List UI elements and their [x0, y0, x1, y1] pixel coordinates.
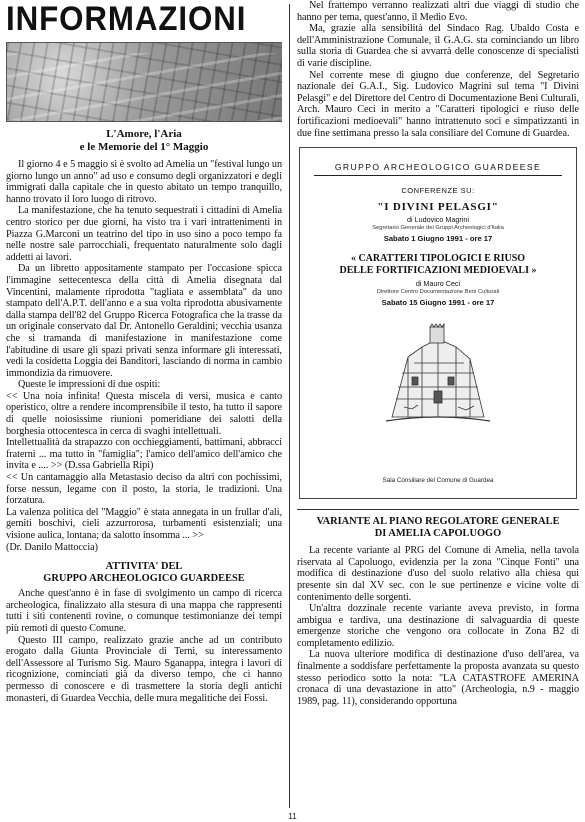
- article-title-line: ATTIVITA' DEL: [105, 561, 183, 573]
- section-divider: [297, 509, 579, 510]
- paragraph: Un'altra dozzinale recente variante aveva previsto, in forma ambigua e tardiva, una destinazione di salvaguardia di queste emergenze storiche che vengono ora collocate in Zona B2 di completamento edilizio.: [297, 603, 579, 649]
- column-divider: [289, 4, 290, 808]
- article-title-line: GRUPPO ARCHEOLOGICO GUARDEESE: [43, 572, 245, 584]
- poster-divider: [314, 175, 562, 176]
- talk2-date: Sabato 15 Giugno 1991 - ore 17: [381, 298, 495, 308]
- conference-poster: [299, 147, 577, 499]
- castle-sketch-illustration: [378, 317, 498, 427]
- quote-paragraph: La valenza politica del "Maggio" è stata annegata in un frullar d'ali, gemiti boschivi, cieli azzurrorosa, turbamenti esistenziali; una visione aulica, lontana; da salotto insomma ... >>: [6, 506, 282, 541]
- article-title-amore: [6, 128, 282, 153]
- article-title-line: e le Memorie del 1° Maggio: [79, 140, 209, 153]
- poster-venue: Sala Consiliare del Comune di Guardea: [382, 477, 494, 485]
- stone-texture: [7, 53, 282, 121]
- paragraph: Nel frattempo verranno realizzati altri due viaggi di studio che hanno per tema, quest'anno, il Medio Evo.: [297, 0, 579, 23]
- talk2-speaker: di Mauro Ceci: [415, 279, 461, 289]
- masthead: INFORMAZIONI: [6, 0, 247, 38]
- paragraph: La manifestazione, che ha tenuto sequestrati i cittadini di Amelia centro storico per due giorni, ha visto tra i vari intrattenimenti in Piazza G.Marconi un teatrino del tipo in uso sino a poco tempo fa nelle nostre sale parrocchiali, frequentato naturalmente solo dagli addetti ai lavori.: [6, 205, 282, 263]
- paragraph: La nuova ulteriore modifica di destinazione d'uso dell'area, va finalmente a soddisfare perfettamente la proposta avanzata su questo stesso periodico sotto la nota: "LA CATASTROFE AMERINA cronaca di una devastazione in atto" (Archeologia, n.9 - maggio 1989, pag. 11), considerando opportuna: [297, 649, 579, 707]
- article-title-line: L'Amore, l'Aria: [106, 128, 182, 140]
- talk2-title: [300, 253, 576, 277]
- talk2-role: Direttore Centro Documentazione Beni Culturali: [376, 289, 500, 296]
- quote-paragraph: << Un cantamaggio alla Metastasio deciso da altri con pochissimi, forse nessun, legame con il posto, la storia, le tradizioni. Una forzatura.: [6, 472, 282, 507]
- talk1-speaker: di Ludovico Magrini: [407, 215, 469, 225]
- paragraph: La recente variante al PRG del Comune di Amelia, nella tavola riservata al Capoluogo, evidenzia per la zona "Cinque Fonti" una modifica di destinazione d'uso del suolo relativo alla chiesa qui presente sin dal XV sec. con le sue pertinenze e vicine volte di contenimento delle sorgenti.: [297, 545, 579, 603]
- talk1-title: "I DIVINI PELASGI": [377, 201, 499, 214]
- paragraph: Queste le impressioni di due ospiti:: [18, 379, 161, 391]
- article-title-variante: [297, 516, 579, 539]
- talk1-role: Segretario Generale dei Gruppi Archeologici d'Italia: [372, 225, 504, 232]
- paragraph: Questo III campo, realizzato grazie anche ad un contributo erogato dalla Giunta Provinciale di Terni, su interessamento dell'Assessore al Turismo Sig. Mauro Sganappa, integra i lavori di ricognizione, cominciati già da diverso tempo, che ci hanno permesso di conoscere e di trasmettere la storia degli antichi monasteri, di Guardea Vecchia, delle mura megalitiche dei Fossi.: [6, 634, 282, 704]
- talk2-title-line: « CARATTERI TIPOLOGICI E RIUSO: [350, 253, 526, 265]
- article-title-line: VARIANTE AL PIANO REGOLATORE GENERALE: [316, 516, 560, 528]
- quote-paragraph: Intellettualità da strapazzo con occhieggiamenti, battimani, abbracci fraterni ... ma tutto in "famiglia"; l'amico dell'amico dell'amico che invita e .... >> (D.ssa Gabriella Ripi): [6, 437, 282, 472]
- poster-org: GRUPPO ARCHEOLOGICO GUARDEESE: [334, 162, 542, 173]
- poster-conferences-label: CONFERENZE SU:: [401, 186, 475, 196]
- castle-sketch-svg: [378, 317, 498, 427]
- quote-paragraph: << Una noia infinita! Questa miscela di versi, musica e canto operistico, oltre a rendere incomprensibile il testo, ha tutto il sapore di quelle noiosissime riunioni pomeridiane dei salotti della borghesia ottocentesca in cerca di svaghi intellettuali.: [6, 390, 282, 437]
- article-title-attivita: [6, 561, 282, 584]
- paragraph: Da un libretto appositamente stampato per l'occasione spicca l'immagine settecentesca della città di Amelia disegnata dal Vincentini, malamente riprodotta "tagliata e assemblata" da uno stampato dell'A.P.T. dell'anno e a sua volta riprodotta abusivamente dalla stampa dell'82 del Gruppo Ricerca Fotografica che la trasse da un originale conservato dal Dr. Antonello Geraldini; vecchia usanza che si tramanda di manifestazione in manifestazione come l'abitudine di usare gli spazi privati senza informare gli interessati, vedi la cosidetta Loggia dei Banditori, lasciando di norma in cambio immondizia da rimuovere.: [6, 263, 282, 379]
- talk1-date: Sabato 1 Giugno 1991 - ore 17: [383, 234, 493, 244]
- paragraph: Il giorno 4 e 5 maggio si è svolto ad Amelia un "festival lungo un giorno lungo un anno" ad uso e consumo degli organizzatori e degli immigrati dalla capitale che in questo abitato un tempo tranquillo, hanno trovato il loro luogo di ritrovo.: [6, 159, 282, 205]
- article-title-line: DI AMELIA CAPOLUOGO: [374, 527, 502, 539]
- left-column: [6, 0, 282, 808]
- quote-author: (Dr. Danilo Mattoccia): [6, 541, 98, 553]
- paragraph: Ma, grazie alla sensibilità del Sindaco Rag. Ubaldo Costa e dell'Amministrazione Comunale, il G.A.G. sta cominciando un libro sulla storia di Guardea che si avvarrà delle conoscenze di specialisti di varie discipline.: [297, 23, 579, 69]
- page-number: 11: [288, 812, 297, 821]
- talk2-title-line: DELLE FORTIFICAZIONI MEDIOEVALI »: [339, 265, 537, 277]
- paragraph: Nel corrente mese di giugno due conferenze, del Segretario nazionale dei G.A.I., Sig. Ludovico Magrini sul tema "I Divini Pelasgi" e del Direttore del Centro di Documentazione Beni Culturali, Arch. Mauro Ceci in merito a "Caratteri tipologici e riuso delle fortificazioni medioevali" hanno intrattenuto soci e simpatizzanti in due fine settimana presso la sala consiliare del Comune di Guardea.: [297, 69, 579, 139]
- right-column: [297, 0, 579, 808]
- megalithic-wall-photo: [6, 42, 282, 122]
- paragraph: Anche quest'anno è in fase di svolgimento un campo di ricerca archeologica, finalizzato alla stesura di una mappa che rappresenti tutti i siti contenenti rovine, o comunque testimonianze dei tempi più remoti di questo Comune.: [6, 588, 282, 634]
